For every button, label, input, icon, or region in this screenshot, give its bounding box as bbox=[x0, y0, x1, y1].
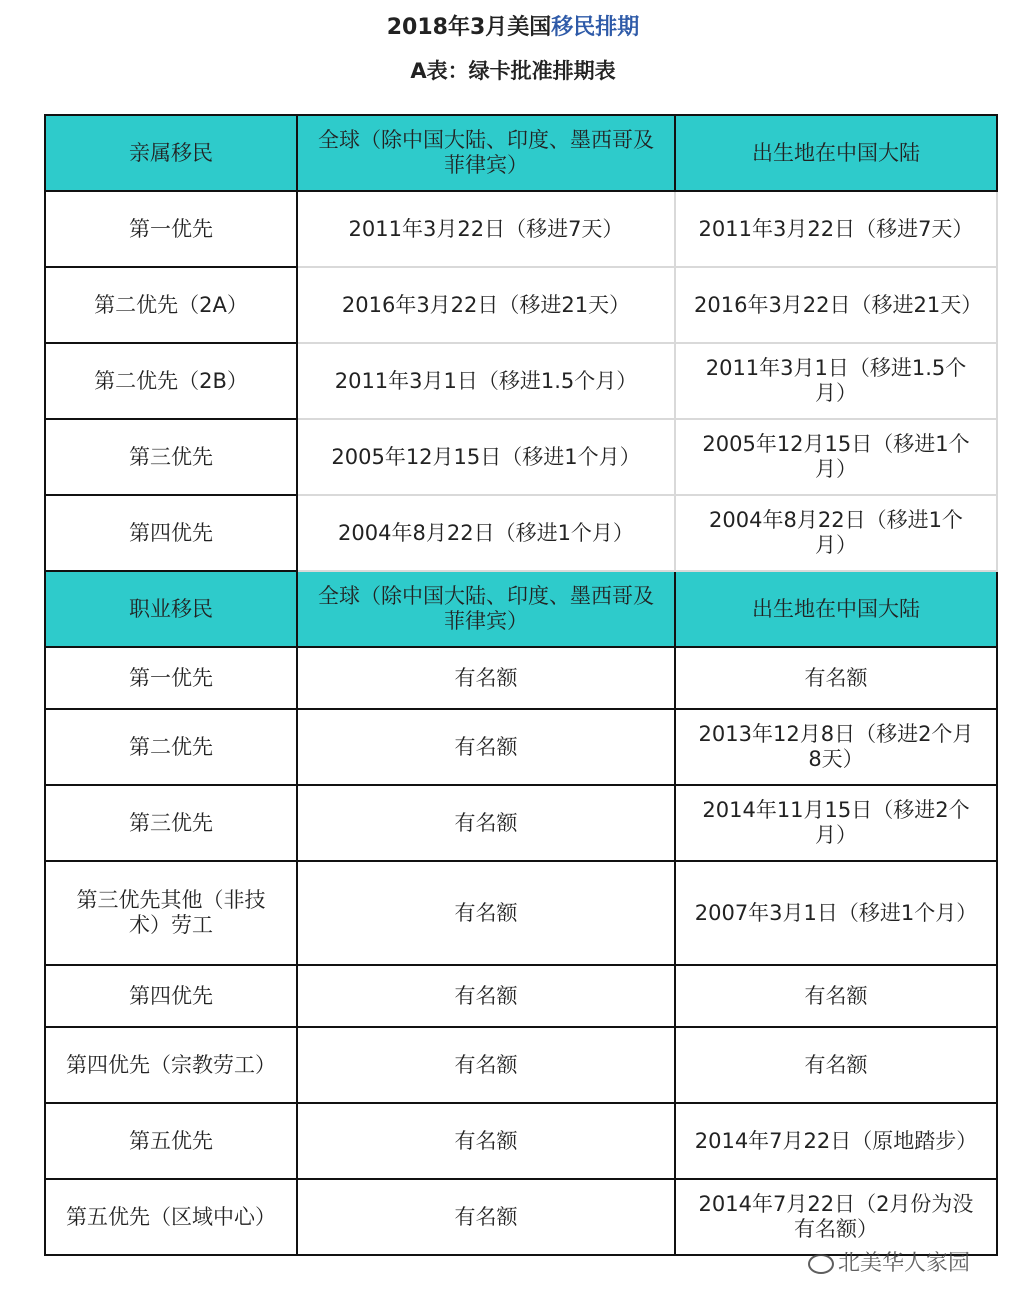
page-title bbox=[0, 10, 1026, 41]
family-header-row bbox=[45, 115, 997, 191]
china-cell: 2016年3月22日（移进21天） bbox=[675, 267, 997, 343]
table-row bbox=[45, 709, 997, 785]
worldwide-cell: 2005年12月15日（移进1个月） bbox=[297, 419, 675, 495]
china-cell: 2014年11月15日（移进2个月） bbox=[675, 785, 997, 861]
category-cell: 第四优先 bbox=[45, 495, 297, 571]
category-cell: 第二优先（2A） bbox=[45, 267, 297, 343]
worldwide-cell: 2011年3月22日（移进7天） bbox=[297, 191, 675, 267]
table-row bbox=[45, 965, 997, 1027]
table-row bbox=[45, 1027, 997, 1103]
category-cell: 第五优先 bbox=[45, 1103, 297, 1179]
table-row bbox=[45, 861, 997, 965]
china-cell: 2014年7月22日（2月份为没有名额） bbox=[675, 1179, 997, 1255]
watermark bbox=[808, 1246, 970, 1277]
china-cell: 2014年7月22日（原地踏步） bbox=[675, 1103, 997, 1179]
china-cell: 有名额 bbox=[675, 965, 997, 1027]
header-worldwide: 全球（除中国大陆、印度、墨西哥及菲律宾） bbox=[297, 115, 675, 191]
category-cell: 第一优先 bbox=[45, 191, 297, 267]
china-cell: 有名额 bbox=[675, 647, 997, 709]
china-cell: 2005年12月15日（移进1个月） bbox=[675, 419, 997, 495]
category-cell: 第三优先 bbox=[45, 419, 297, 495]
category-cell: 第二优先（2B） bbox=[45, 343, 297, 419]
worldwide-cell: 2016年3月22日（移进21天） bbox=[297, 267, 675, 343]
worldwide-cell: 2011年3月1日（移进1.5个月） bbox=[297, 343, 675, 419]
china-cell: 2004年8月22日（移进1个月） bbox=[675, 495, 997, 571]
category-cell: 第四优先（宗教劳工） bbox=[45, 1027, 297, 1103]
table-row bbox=[45, 191, 997, 267]
table-row bbox=[45, 1103, 997, 1179]
header-category: 亲属移民 bbox=[45, 115, 297, 191]
table-row bbox=[45, 785, 997, 861]
header-china: 出生地在中国大陆 bbox=[675, 115, 997, 191]
header-worldwide: 全球（除中国大陆、印度、墨西哥及菲律宾） bbox=[297, 571, 675, 647]
worldwide-cell: 有名额 bbox=[297, 785, 675, 861]
title-prefix: 2018年3月美国 bbox=[386, 15, 552, 40]
header-category: 职业移民 bbox=[45, 571, 297, 647]
china-cell: 有名额 bbox=[675, 1027, 997, 1103]
header-china: 出生地在中国大陆 bbox=[675, 571, 997, 647]
table-row bbox=[45, 419, 997, 495]
china-cell: 2007年3月1日（移进1个月） bbox=[675, 861, 997, 965]
china-cell: 2013年12月8日（移进2个月8天） bbox=[675, 709, 997, 785]
worldwide-cell: 有名额 bbox=[297, 1027, 675, 1103]
category-cell: 第四优先 bbox=[45, 965, 297, 1027]
worldwide-cell: 有名额 bbox=[297, 709, 675, 785]
table-row bbox=[45, 495, 997, 571]
worldwide-cell: 2004年8月22日（移进1个月） bbox=[297, 495, 675, 571]
table-row bbox=[45, 267, 997, 343]
priority-dates-table bbox=[44, 114, 998, 1256]
worldwide-cell: 有名额 bbox=[297, 1103, 675, 1179]
category-cell: 第二优先 bbox=[45, 709, 297, 785]
worldwide-cell: 有名额 bbox=[297, 647, 675, 709]
title-highlight: 移民排期 bbox=[551, 15, 640, 40]
employment-header-row bbox=[45, 571, 997, 647]
china-cell: 2011年3月22日（移进7天） bbox=[675, 191, 997, 267]
worldwide-cell: 有名额 bbox=[297, 965, 675, 1027]
category-cell: 第五优先（区域中心） bbox=[45, 1179, 297, 1255]
table-row bbox=[45, 343, 997, 419]
worldwide-cell: 有名额 bbox=[297, 1179, 675, 1255]
category-cell: 第一优先 bbox=[45, 647, 297, 709]
category-cell: 第三优先 bbox=[45, 785, 297, 861]
category-cell: 第三优先其他（非技术）劳工 bbox=[45, 861, 297, 965]
table-subtitle: A表：绿卡批准排期表 bbox=[410, 59, 616, 83]
table-row bbox=[45, 1179, 997, 1255]
table-row bbox=[45, 647, 997, 709]
wechat-icon bbox=[808, 1254, 834, 1274]
worldwide-cell: 有名额 bbox=[297, 861, 675, 965]
china-cell: 2011年3月1日（移进1.5个月） bbox=[675, 343, 997, 419]
watermark-text: 北美华人家园 bbox=[838, 1251, 971, 1276]
